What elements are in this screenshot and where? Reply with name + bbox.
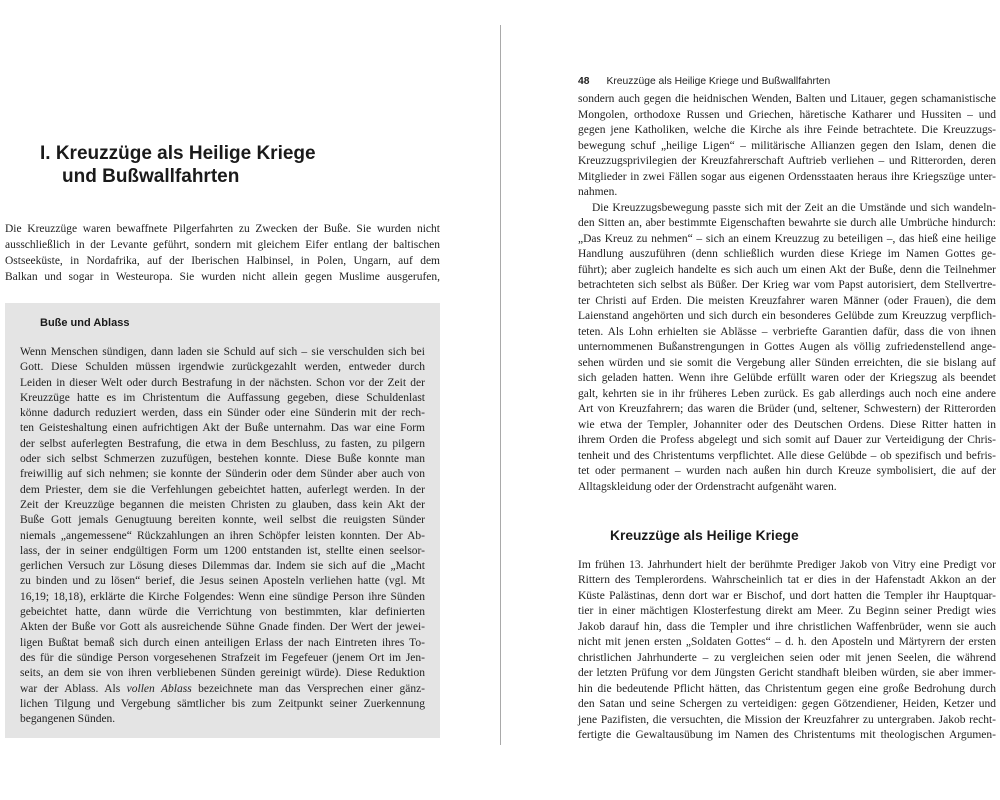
text-line: jene Pazifisten, die versuchten, die Mission der Kreuzfahrer zu untergraben. Jakob recht- bbox=[578, 713, 996, 726]
text-line: Gott. Diese Schulden müssen irgendwie zurückgezahlt werden, entweder durch bbox=[20, 361, 425, 374]
text-line: sondern auch gegen die heidnischen Wenden, Balten und Litauer, gegen schamanistische bbox=[578, 93, 996, 105]
text-line: ter Christi auf Erden. Die meisten Kreuzfahrer waren Männer (oder Frauen), die dem bbox=[578, 294, 996, 307]
text-line: Akten der Buße vor Gott als ausreichende Sühne Gnade finden. Der Wert der jewei- bbox=[20, 621, 425, 634]
text-line: tet oder permanent – wurden nach außen hin durch Kreuze symbolisiert, die auf der bbox=[578, 465, 996, 478]
page-number: 48 bbox=[578, 76, 590, 87]
box-heading: Buße und Ablass bbox=[40, 317, 130, 329]
text-line: des für die sündige Person vorgesehenen Strafzeit im Fegefeuer (jenem Ort im Jen- bbox=[20, 651, 425, 664]
text-line: ligen Bußtat bemaß sich durch einen anteiligen Erlass der nach Eintreten ihres To- bbox=[20, 636, 425, 649]
text-line: Kreuzzüge hatte es im Christentum die Auffassung gegeben, diese Schuldenlast bbox=[20, 391, 425, 404]
text-line: dem Priester, dem sie die Verfehlungen gebeichtet hatten, auferlegt werden. In der bbox=[20, 483, 425, 496]
intro-paragraph bbox=[5, 221, 440, 285]
text-line: hin die bedeutende Pflicht hätten, das Christentum gegen eine große Bedrohung durch bbox=[578, 682, 996, 695]
text-line: betrachteten sich selbst als Büßer. Der Krieg war vom Papst autorisiert, dem Stellvertre- bbox=[578, 279, 996, 292]
text-line: Mitglieder in zwei Fällen sogar aus eigenen Ordensstaaten heraus ihre Kriegszüge unter- bbox=[578, 170, 996, 183]
text-line: Rittern des Templerordens. Wahrscheinlich tat er dies in der Hafenstadt Akkon an der bbox=[578, 574, 996, 587]
text-line: Art von Kreuzfahrern; das waren die Brüder (und, seltener, Schwestern) der Ritterorden bbox=[578, 403, 996, 416]
text-line: 16,19; 18,18), erklärte die Kirche Folgendes: Wenn eine sündige Person ihre Sünden bbox=[20, 590, 425, 603]
box-text bbox=[20, 345, 425, 727]
text-line: der letzten Prüfung vor dem Jüngsten Gericht standhaft bleiben würden, sie aber immer- bbox=[578, 667, 996, 680]
text-line: bewegung schuf „heilige Ligen“ – militärische Allianzen gegen den Islam, denen die bbox=[578, 139, 996, 152]
text-line: Mongolen, orthodoxe Russen und Griechen, häretische Katharer und Hussiten – und bbox=[578, 108, 996, 121]
text-line: gegen jene Katholiken, welche die Kirche als ihre Feinde betrachtete. Die Kreuzzugs- bbox=[578, 124, 996, 137]
text-line: niemals „angemessene“ Rückzahlungen an ihren Schöpfer leisten konnten. Der Ab- bbox=[20, 529, 425, 542]
text-line: freiwillig auf sich nehmen; sie konnte der Sünderin oder dem Sünder aber auch von bbox=[20, 468, 425, 481]
text-line: galt, kehrten sie in ihr früheres Leben zurück. Es gab allerdings auch noch eine andere bbox=[578, 387, 996, 400]
text-line: könne dadurch reduziert werden, dass ein Sünder oder eine Sünderin mit der rech- bbox=[20, 407, 425, 420]
text-line: nahmen. bbox=[578, 186, 618, 199]
text-line: tier in einer mächtigen Klosterfestung direkt am Meer. Zu Beginn seiner Predigt wies bbox=[578, 605, 996, 618]
text-line: Wenn Menschen sündigen, dann laden sie Schuld auf sich – sie verschulden sich bei bbox=[20, 346, 425, 358]
text-line: fertigte die Gewaltausübung im Namen des Christentums mit theologischen Argumen- bbox=[578, 728, 996, 741]
text-line: ihrem Orden die Profess abgelegt und sich somit auf Dauer zur Verteidigung der Chris- bbox=[578, 434, 996, 447]
text-line: den Satan und seine Schergen zu verteidigen: gegen Götzendiener, Heiden, Ketzer und bbox=[578, 698, 996, 711]
text-line: gerlichen Versuch zur Lösung dieses Dilemmas dar. Indem sie sich auf die „Macht bbox=[20, 560, 425, 573]
chapter-title-line: I. Kreuzzüge als Heilige Kriege bbox=[40, 143, 316, 164]
text-line: führt); aber zugleich handelte es sich auch um einen Akt der Buße, denn die Teilnehmer bbox=[578, 263, 996, 276]
text-line: ausschließlich in der Levante geführt, sondern mit gleichem Eifer entlang der baltischen bbox=[5, 239, 440, 251]
text-line: unternommenen Bußanstrengungen in Gottes Augen als völlig zufriedenstellend ange- bbox=[578, 341, 996, 354]
text-line: Zeit der Kreuzzüge begannen die meisten Christen zu glauben, dass kein Akt der bbox=[20, 498, 425, 511]
text-line: Laienstand angehörten und sich durch ein besonderes Gelübde zum Kreuzzug verpflich- bbox=[578, 310, 996, 323]
right-page bbox=[501, 0, 1000, 800]
text-segment: bezeichnete man das Versprechen einer gänz- bbox=[191, 682, 425, 695]
text-line: Handlung auszuführen (denn schließlich wurden diese Kriege im Namen Gottes ge- bbox=[578, 248, 996, 261]
text-line: seits, an dem sie von ihren verbliebenen Sünden gereinigt würde). Diese Reduktion bbox=[20, 667, 425, 680]
text-line: Im frühen 13. Jahrhundert hielt der berühmte Prediger Jakob von Vitry eine Predigt vor bbox=[578, 559, 996, 571]
text-line: sehen würden und sie somit die Vergebung aller Sünden erreichten, die sie bislang auf bbox=[578, 356, 996, 369]
chapter-title-line: und Bußwallfahrten bbox=[62, 166, 240, 187]
text-line: Buße Gott jemals Genugtuung bereiten konnte, weil selbst die reuigsten Sünder bbox=[20, 514, 425, 527]
text-line: „Das Kreuz zu nehmen“ – sich an einem Kreuzzug zu beteiligen –, das hieß eine heilige bbox=[578, 232, 996, 245]
text-line: Balkan und sogar in Westeuropa. Sie wurden nicht allein gegen Muslime ausgerufen, bbox=[5, 271, 440, 283]
running-head-title: Kreuzzüge als Heilige Kriege und Bußwallfahrten bbox=[606, 76, 831, 87]
text-line: teten. Als Lohn erhielten sie Ablässe – verbriefte Garantien dafür, dass die von ihnen bbox=[578, 325, 996, 338]
text-line: sich geladen hatten. Wenn ihre Gelübde erfüllt waren oder der Kriegszug als beendet bbox=[578, 372, 996, 385]
text-line: gebeichtet hatte, dann würde die Verrichtung von bestimmten, klar definierten bbox=[20, 606, 425, 619]
text-line: ten Geisteshaltung einen aufrichtigen Akt der Buße unternahm. Das war eine Form bbox=[20, 422, 425, 435]
text-line: nicht mit jenen ersten „Soldaten Gottes“ – d. h. den Aposteln und Märtyrern der ersten bbox=[578, 636, 996, 649]
text-line: Leiden in dieser Welt oder durch Bestrafung in der nächsten. Schon vor der Zeit der bbox=[20, 376, 425, 389]
text-line: oder sich selbst Schmerzen zuzufügen, bestehen konnte. Diese Buße konnte man bbox=[20, 453, 425, 466]
body-text bbox=[578, 92, 996, 495]
text-line: tenheit und des Christentums verpflichtet. Alle diese Gelübde – ob spezifisch und befris- bbox=[578, 449, 996, 462]
info-box bbox=[5, 303, 440, 738]
text-segment: war der Ablass. Als bbox=[20, 682, 127, 695]
text-line: begangenen Sünden. bbox=[20, 713, 116, 726]
text-line: Kreuzzugsprivilegien der Kreuzfahrerschaft Auftrieb verliehen – und Ritterorden, deren bbox=[578, 155, 996, 168]
text-line: den Sitten an, aber bestimmte Eigenschaften bewahrte sie durch alle Umbrüche hindurch: bbox=[578, 217, 996, 230]
text-line: Ostseeküste, in Nordafrika, auf der Iberischen Halbinsel, in Polen, Ungarn, auf dem bbox=[5, 255, 440, 267]
text-line bbox=[20, 682, 425, 697]
text-line: Jakob darauf hin, dass die Templer und ihre christlichen Waffenbrüder, wenn sie auch bbox=[578, 620, 996, 633]
text-line: der selbst auferlegten Bestrafung, die etwa in dem Beschluss, zu fasten, zu pilgern bbox=[20, 437, 425, 450]
section-heading: Kreuzzüge als Heilige Kriege bbox=[610, 528, 799, 543]
text-line: christlichen Jahrhunderte – zu vergleichen seien oder mit jenen Seelen, die während bbox=[578, 651, 996, 664]
section-text bbox=[578, 558, 996, 743]
text-line: lichen Tilgung und Vergebung sämtlicher bis zum Zeitpunkt seiner Zuerkennung bbox=[20, 697, 425, 710]
text-line: zu binden und zu lösen“ berief, die Jesus seinen Aposteln verliehen hatte (vgl. Mt bbox=[20, 575, 425, 588]
text-line: Die Kreuzzüge waren bewaffnete Pilgerfahrten zu Zwecken der Buße. Sie wurden nicht bbox=[5, 223, 440, 235]
emphasized-term: vollen Ablass bbox=[126, 682, 192, 695]
chapter-title bbox=[40, 142, 316, 188]
running-head bbox=[578, 75, 830, 89]
text-line: Die Kreuzzugsbewegung passte sich mit der Zeit an die Umstände und sich wandeln- bbox=[592, 201, 996, 214]
text-line: wie etwa der Templer, Johanniter oder des Deutschen Ordens. Diese Ritter hatten in bbox=[578, 418, 996, 431]
text-line: lass, der in seiner endgültigen Form um 1200 entstanden ist, stellte einen seelsor- bbox=[20, 544, 425, 557]
text-line: Küste Palästinas, denn dort war er Bischof, und dort hatten die Templer ihr Hauptquar- bbox=[578, 589, 996, 602]
text-line: Alltagskleidung oder der Ordenstracht aufgenäht waren. bbox=[578, 480, 837, 493]
